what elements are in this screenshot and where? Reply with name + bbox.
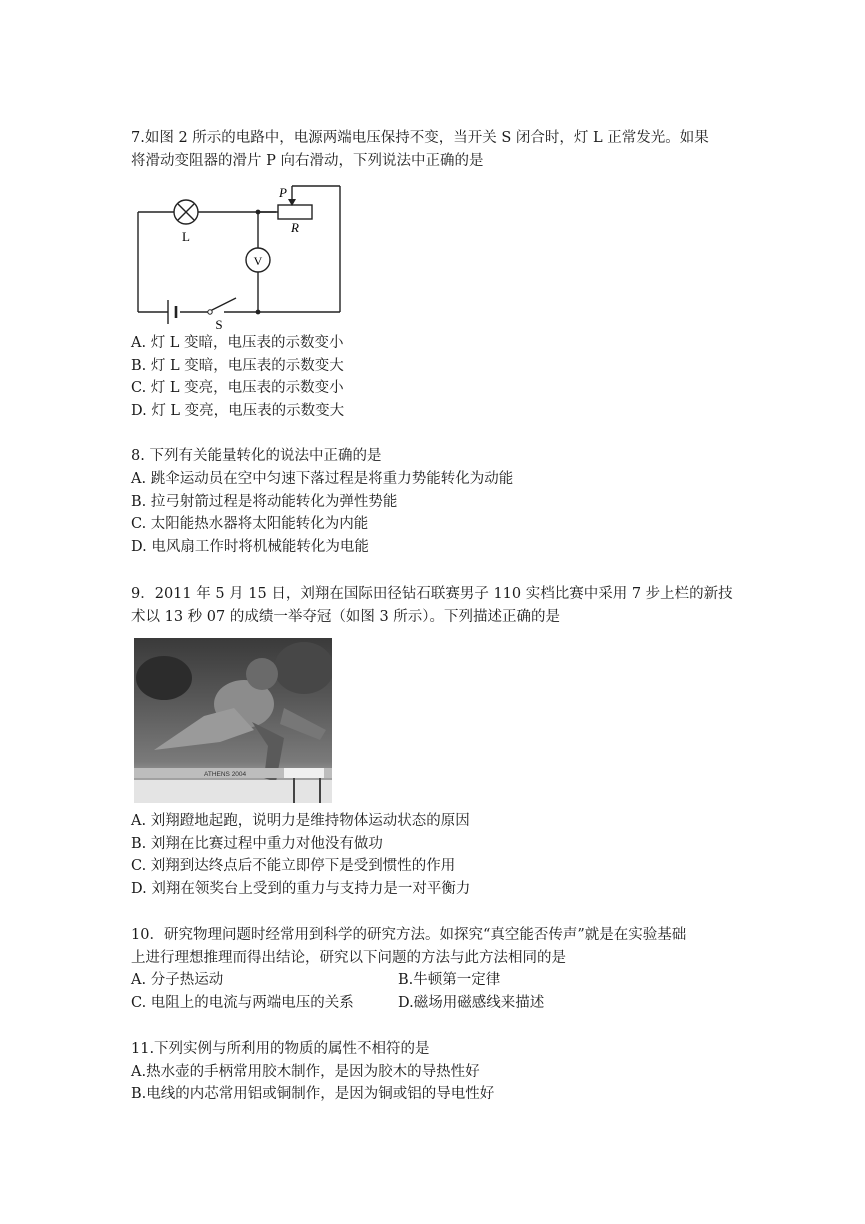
- q11-stem: 11.下列实例与所利用的物质的属性不相符的是: [131, 1041, 430, 1057]
- q8-option-a: A. 跳伞运动员在空中匀速下落过程是将重力势能转化为动能: [131, 471, 514, 487]
- voltmeter-label: V: [253, 254, 263, 268]
- slider-label: P: [279, 185, 287, 200]
- q9-option-c: C. 刘翔到达终点后不能立即停下是受到惯性的作用: [131, 858, 456, 874]
- q9-option-d: D. 刘翔在领奖台上受到的重力与支持力是一对平衡力: [131, 881, 471, 897]
- q8-stem: 8. 下列有关能量转化的说法中正确的是: [131, 448, 382, 464]
- q9-option-a: A. 刘翔蹬地起跑，说明力是维持物体运动状态的原因: [131, 813, 470, 829]
- q7-stem-line1: 7.如图 2 所示的电路中，电源两端电压保持不变，当开关 S 闭合时，灯 L 正常发光。如果: [131, 130, 709, 146]
- q7-option-a: A. 灯 L 变暗，电压表的示数变小: [131, 335, 344, 351]
- q11-option-b: B.电线的内芯常用铝或铜制作，是因为铜或铝的导电性好: [131, 1086, 495, 1102]
- switch-label: S: [215, 317, 223, 330]
- q8-option-d: D. 电风扇工作时将机械能转化为电能: [131, 539, 369, 555]
- q9-option-b: B. 刘翔在比赛过程中重力对他没有做功: [131, 836, 383, 852]
- q9-stem-line2: 术以 13 秒 07 的成绩一举夺冠（如图 3 所示）。下列描述正确的是: [131, 609, 561, 625]
- q10-option-b: B.牛顿第一定律: [398, 972, 501, 988]
- q8-option-b: B. 拉弓射箭过程是将动能转化为弹性势能: [131, 494, 398, 510]
- q7-stem-line2: 将滑动变阻器的滑片 P 向右滑动，下列说法中正确的是: [131, 153, 484, 169]
- circuit-diagram: [130, 178, 360, 330]
- photo-banner-text: ATHENS 2004: [204, 771, 247, 778]
- q7-option-d: D. 灯 L 变亮，电压表的示数变大: [131, 403, 345, 419]
- q8-option-c: C. 太阳能热水器将太阳能转化为内能: [131, 516, 369, 532]
- q9-stem-line1: 9．2011 年 5 月 15 日，刘翔在国际田径钻石联赛男子 110 实档比赛中采用 7 步上栏的新技: [131, 586, 733, 602]
- q10-option-a: A. 分子热运动: [131, 972, 224, 988]
- hurdler-silhouette: [134, 638, 332, 803]
- hurdler-photo: [134, 638, 332, 803]
- q10-stem-line2: 上进行理想推理而得出结论，研究以下问题的方法与此方法相同的是: [131, 950, 566, 966]
- lamp-label: L: [182, 229, 190, 244]
- q7-option-b: B. 灯 L 变暗，电压表的示数变大: [131, 358, 344, 374]
- resistor-label: R: [291, 220, 299, 235]
- q10-stem-line1: 10．研究物理问题时经常用到科学的研究方法。如探究“真空能否传声”就是在实验基础: [131, 927, 687, 943]
- q11-option-a: A.热水壶的手柄常用胶木制作，是因为胶木的导热性好: [131, 1064, 480, 1080]
- q10-option-d: D.磁场用磁感线来描述: [398, 995, 545, 1011]
- q7-option-c: C. 灯 L 变亮，电压表的示数变小: [131, 380, 344, 396]
- q10-option-c: C. 电阻上的电流与两端电压的关系: [131, 995, 354, 1011]
